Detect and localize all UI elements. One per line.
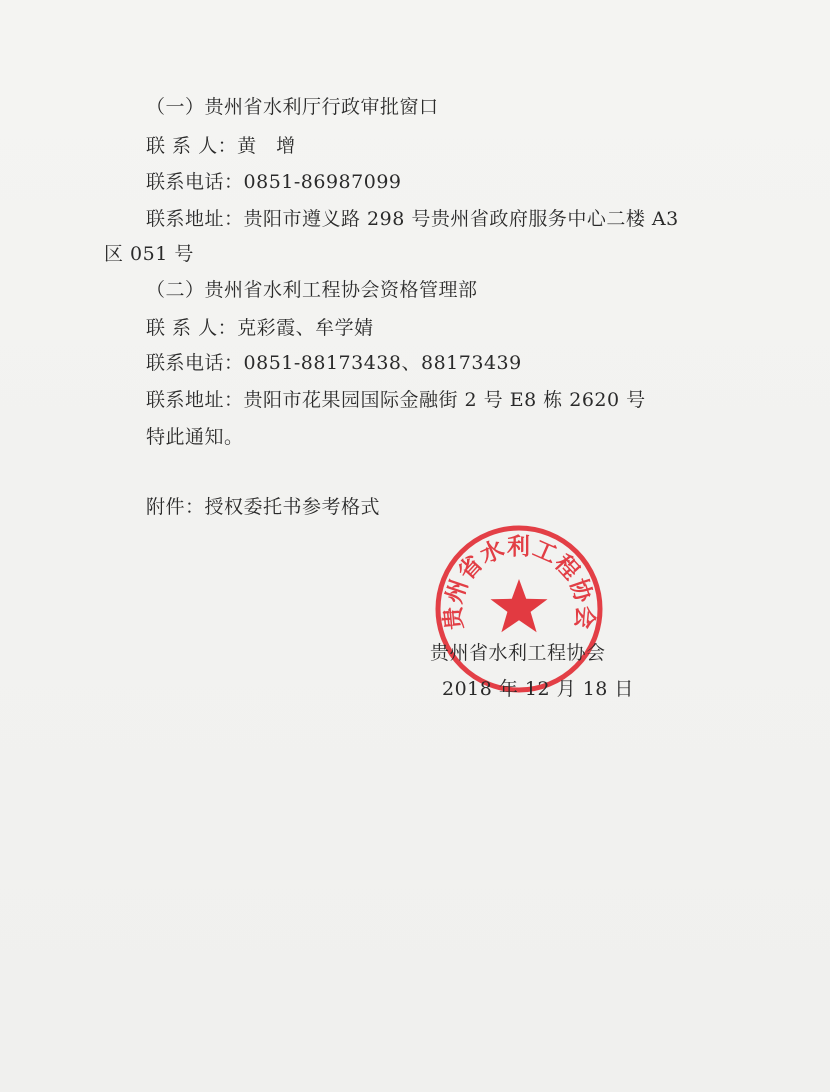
section1-heading: （一）贵州省水利厅行政审批窗口: [146, 96, 439, 118]
closing-text: 特此通知。: [146, 426, 244, 448]
section2-address-label: 联系地址：: [146, 389, 244, 411]
section1-contact-value: 黄 增: [237, 135, 296, 157]
signature-date: 2018 年 12 月 18 日: [442, 678, 634, 700]
section1-address-label: 联系地址：: [146, 208, 244, 230]
section2-phone: [146, 350, 522, 376]
section1-contact: [146, 133, 296, 159]
signature-organization: 贵州省水利工程协会: [430, 642, 606, 664]
section1-phone-label: 联系电话：: [146, 171, 244, 193]
section2-address-value: 贵阳市花果园国际金融街 2 号 E8 栋 2620 号: [243, 389, 646, 411]
section2-contact-value: 克彩霞、牟学婧: [237, 317, 374, 339]
section1-address-value: 贵阳市遵义路 298 号贵州省政府服务中心二楼 A3: [243, 208, 679, 230]
section1-phone-value: 0851-86987099: [243, 171, 402, 193]
section2-contact-label: 联 系 人：: [146, 317, 238, 339]
section2-address: [146, 387, 646, 413]
section2-contact: [146, 315, 374, 341]
section1-contact-label: 联 系 人：: [146, 135, 238, 157]
section1-address-continued: 区 051 号: [104, 243, 194, 265]
seal-graphic: [433, 523, 605, 695]
section2-phone-value: 0851-88173438、88173439: [243, 352, 522, 374]
section2-heading: （二）贵州省水利工程协会资格管理部: [146, 279, 478, 301]
section1-phone: [146, 169, 402, 195]
official-seal: [433, 523, 605, 695]
seal-star-icon: [491, 579, 548, 632]
section2-phone-label: 联系电话：: [146, 352, 244, 374]
seal-text: 贵州省水利工程协会: [439, 532, 599, 631]
attachment-note: 附件：授权委托书参考格式: [146, 496, 381, 518]
section1-address: [146, 206, 679, 232]
